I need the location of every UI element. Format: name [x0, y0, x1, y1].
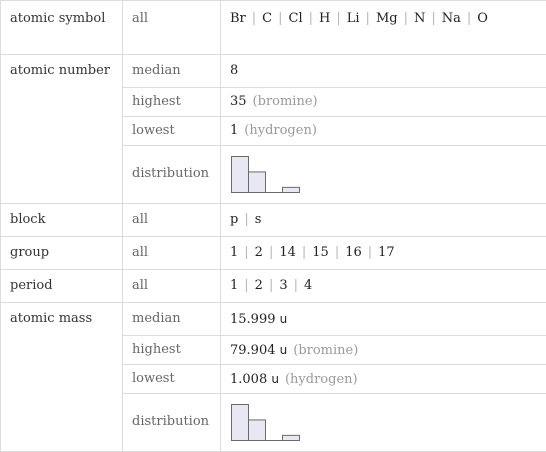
- property-label: atomic mass: [1, 303, 123, 452]
- value-list: [221, 270, 546, 303]
- value-text: 1.008: [230, 372, 268, 387]
- separator: |: [244, 245, 249, 260]
- histogram-bar: [249, 172, 266, 193]
- sub-label: median: [123, 303, 221, 336]
- list-value: Br: [230, 11, 246, 26]
- separator: |: [466, 11, 472, 26]
- distribution-histogram: [230, 403, 310, 443]
- separator: |: [365, 11, 370, 26]
- list-value: 15: [312, 245, 329, 260]
- highest-value: [221, 88, 546, 117]
- unit-label: u: [271, 372, 279, 386]
- separator: |: [268, 278, 274, 293]
- table-row: [1, 204, 546, 237]
- sub-label: median: [123, 55, 221, 88]
- property-label: group: [1, 237, 123, 270]
- list-value: 2: [254, 278, 263, 293]
- list-value: C: [262, 11, 273, 26]
- table-row: [1, 55, 546, 88]
- separator: |: [301, 245, 307, 260]
- highest-value: [221, 336, 546, 365]
- list-value: 2: [254, 245, 263, 260]
- list-value: p: [230, 212, 239, 227]
- list-value: 3: [279, 278, 288, 293]
- distribution-cell: [221, 146, 546, 204]
- sub-label: all: [123, 270, 221, 303]
- sub-label: lowest: [123, 117, 221, 146]
- lowest-value: [221, 117, 546, 146]
- sub-label: highest: [123, 88, 221, 117]
- value-text: 15.999: [230, 312, 276, 327]
- median-value: [221, 303, 546, 336]
- value-text: 1: [230, 123, 239, 138]
- separator: |: [336, 11, 341, 26]
- sub-label: distribution: [123, 146, 221, 204]
- property-label: block: [1, 204, 123, 237]
- separator: |: [334, 245, 340, 260]
- list-value: 1: [230, 245, 239, 260]
- property-label: atomic number: [1, 55, 123, 204]
- separator: |: [244, 212, 249, 227]
- list-value: O: [477, 11, 488, 26]
- list-value: Na: [441, 11, 461, 26]
- unit-label: u: [279, 343, 288, 357]
- separator: |: [268, 245, 274, 260]
- list-value: Mg: [375, 11, 398, 26]
- lowest-value: [221, 365, 546, 394]
- histogram-bar: [283, 187, 300, 192]
- list-value: Cl: [288, 11, 303, 26]
- separator: |: [244, 278, 249, 293]
- histogram-bar: [232, 405, 249, 441]
- histogram-bar: [283, 435, 300, 440]
- sub-label: distribution: [123, 394, 221, 452]
- element-note: (bromine): [252, 94, 318, 109]
- table-row: [1, 237, 546, 270]
- separator: |: [431, 11, 436, 26]
- list-value: N: [413, 11, 426, 26]
- table-row: [1, 303, 546, 336]
- element-note: (hydrogen): [244, 123, 317, 138]
- table-row: [1, 1, 546, 55]
- value-list: [221, 1, 546, 55]
- separator: |: [293, 278, 299, 293]
- sub-label: all: [123, 1, 221, 55]
- median-value: [221, 55, 546, 88]
- element-note: (bromine): [293, 343, 359, 358]
- element-note: (hydrogen): [284, 372, 358, 387]
- distribution-histogram: [230, 155, 310, 195]
- list-value: 16: [345, 245, 362, 260]
- list-value: 14: [279, 245, 296, 260]
- list-value: 4: [304, 278, 313, 293]
- sub-label: all: [123, 237, 221, 270]
- separator: |: [367, 245, 373, 260]
- value-text: 8: [230, 63, 239, 78]
- value-list: [221, 237, 546, 270]
- list-value: 1: [230, 278, 239, 293]
- separator: |: [278, 11, 283, 26]
- value-text: 79.904: [230, 343, 276, 358]
- sub-label: all: [123, 204, 221, 237]
- histogram-bar: [249, 420, 266, 441]
- value-text: 35: [230, 94, 247, 109]
- sub-label: highest: [123, 336, 221, 365]
- distribution-cell: [221, 394, 546, 452]
- sub-label: lowest: [123, 365, 221, 394]
- separator: |: [251, 11, 257, 26]
- property-label: atomic symbol: [1, 1, 123, 55]
- property-label: period: [1, 270, 123, 303]
- list-value: s: [254, 212, 262, 227]
- separator: |: [403, 11, 408, 26]
- list-value: H: [319, 11, 331, 26]
- histogram-bar: [232, 157, 249, 193]
- list-value: Li: [346, 11, 360, 26]
- separator: |: [308, 11, 314, 26]
- table-row: [1, 270, 546, 303]
- unit-label: u: [279, 312, 288, 326]
- list-value: 17: [378, 245, 395, 260]
- value-list: [221, 204, 546, 237]
